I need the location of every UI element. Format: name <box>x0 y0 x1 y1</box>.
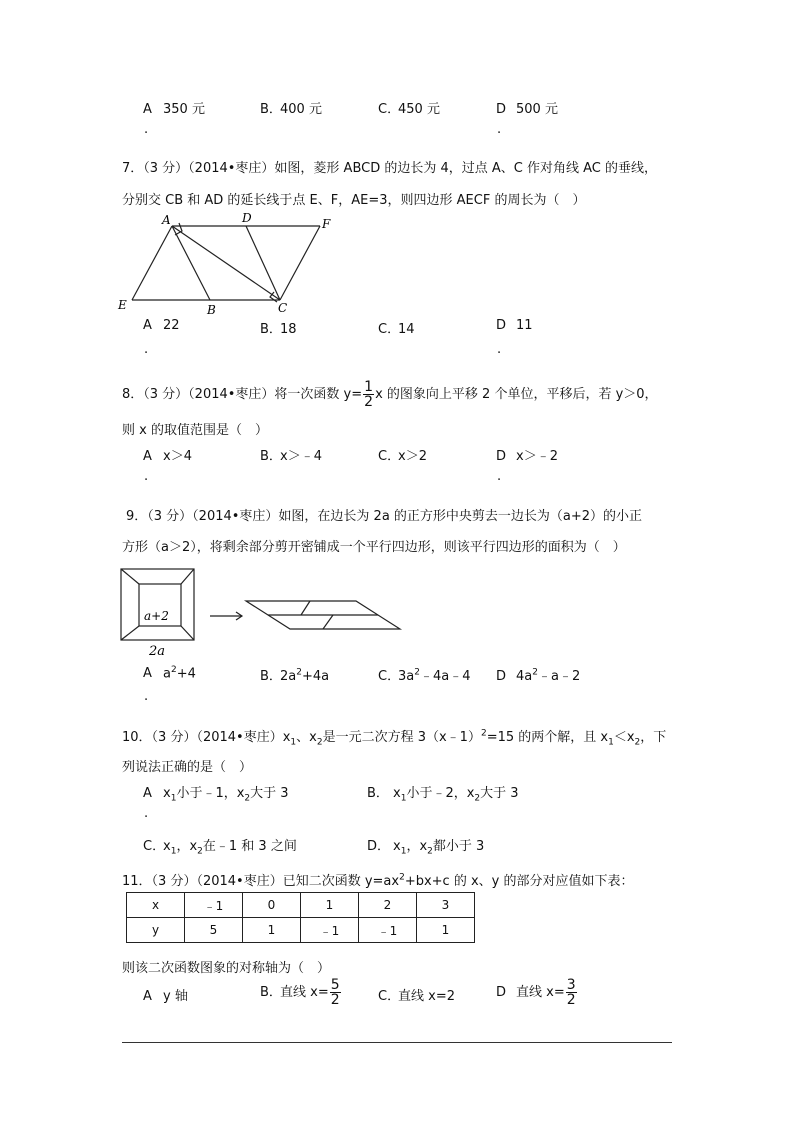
q6-option-b: B．400 元 <box>260 102 322 117</box>
q6-option-d: D 500 元 <box>496 102 558 117</box>
table-cell: y <box>127 918 185 943</box>
q9-option-d: D $4a^2﹣a﹣2$ <box>496 667 581 684</box>
table-cell: 5 <box>185 918 243 943</box>
label-2a: 2a <box>149 644 166 658</box>
label-e: E <box>118 298 127 312</box>
q10-option-b: B． $x_1$小于﹣2，$x_2$大于 3 <box>367 786 519 804</box>
q11-option-a: A y 轴 <box>143 989 188 1004</box>
q9-square-figure <box>118 566 408 658</box>
q11-text-line2: 则该二次函数图象的对称轴为（ ） <box>122 961 331 976</box>
label-f: F <box>322 217 331 231</box>
table-cell: ﹣1 <box>359 918 417 943</box>
q6-option-c: C．450 元 <box>378 102 440 117</box>
q10-option-d: D． $x_1$，$x_2$都小于 3 <box>367 839 485 857</box>
q11-option-d: D 直线 x= $\frac{3}{2}$ <box>496 977 576 1008</box>
q10-text-line1: 10．（3 分）（2014•枣庄）$x_1$、$x_2$是一元二次方程 3（x﹣1）$^2$=15 的两个解，且 $x_1<x_2$，下 <box>122 728 667 748</box>
option-dot: . <box>144 342 149 357</box>
q9-option-b: B．$2a^2+4a$ <box>260 667 330 684</box>
q8-text-line2: 则 x 的取值范围是（ ） <box>122 423 268 438</box>
q11-option-c: C．直线 x=2 <box>378 989 455 1004</box>
q6-option-a: A 350 元 <box>143 102 205 117</box>
q7-text-line2: 分别交 CB 和 AD 的延长线于点 E、F，AE=3，则四边形 AECF 的周长为（ ） <box>122 193 586 208</box>
q7-option-b: B．18 <box>260 322 297 337</box>
q9-text-line2: 方形（a＞2），将剩余部分剪开密铺成一个平行四边形，则该平行四边形的面积为（ ） <box>122 540 626 555</box>
q11-fraction-d: $\frac{3}{2}$ <box>566 977 576 1008</box>
option-dot: . <box>144 806 149 821</box>
table-cell: 3 <box>417 893 475 918</box>
table-cell: ﹣1 <box>301 918 359 943</box>
q11-text-line1: 11．（3 分）（2014•枣庄）已知二次函数 $y=ax^2+bx+c$ 的 x、y 的部分对应值如下表： <box>122 872 634 889</box>
value-table <box>126 892 475 943</box>
option-dot: . <box>497 469 502 484</box>
label-b: B <box>207 303 216 317</box>
q7-option-c: C．14 <box>378 322 415 337</box>
label-a: A <box>162 213 171 227</box>
q8-option-b: B．x＞﹣4 <box>260 449 322 464</box>
option-dot: . <box>144 122 149 137</box>
q11-option-b: B．直线 x= $\frac{5}{2}$ <box>260 977 340 1008</box>
q10-option-c: C．$x_1$，$x_2$在﹣1 和 3 之间 <box>143 839 297 857</box>
table-cell: 1 <box>417 918 475 943</box>
table-cell: 1 <box>301 893 359 918</box>
table-cell: x <box>127 893 185 918</box>
q9-option-c: C．$3a^2﹣4a﹣4$ <box>378 667 471 684</box>
option-dot: . <box>497 342 502 357</box>
q7-option-d: D 11 <box>496 318 533 333</box>
q7-rhombus-figure <box>112 208 352 320</box>
label-d: D <box>242 211 252 225</box>
label-c: C <box>278 301 288 315</box>
label-a-plus-2: a+2 <box>144 609 169 623</box>
q8-option-d: D x＞﹣2 <box>496 449 558 464</box>
table-cell: 1 <box>243 918 301 943</box>
q9-option-a: A $a^2+4$ <box>143 665 196 682</box>
q8-text-line1: 8．（3 分）（2014•枣庄）将一次函数 y= $\frac{1}{2}$ x 的图象向上平移 2 个单位，平移后，若 y＞0， <box>122 379 658 410</box>
table-row <box>127 893 475 918</box>
page-divider <box>122 1042 672 1043</box>
q8-option-a: A x＞4 <box>143 449 192 464</box>
table-cell: 2 <box>359 893 417 918</box>
q8-option-c: C．x＞2 <box>378 449 427 464</box>
q11-fraction-b: $\frac{5}{2}$ <box>330 977 340 1008</box>
option-dot: . <box>497 122 502 137</box>
table-cell: 0 <box>243 893 301 918</box>
q10-text-line2: 列说法正确的是（ ） <box>122 760 253 775</box>
q9-text-line1: 9．（3 分）（2014•枣庄）如图，在边长为 2a 的正方形中央剪去一边长为（a+2）的小正 <box>126 509 643 524</box>
option-dot: . <box>144 469 149 484</box>
table-cell: ﹣1 <box>185 893 243 918</box>
table-row <box>127 918 475 943</box>
q8-fraction: $\frac{1}{2}$ <box>364 379 374 410</box>
option-dot: . <box>144 689 149 704</box>
q7-text-line1: 7．（3 分）（2014•枣庄）如图，菱形 ABCD 的边长为 4，过点 A、C 作对角线 AC 的垂线， <box>122 161 658 176</box>
q7-option-a: A 22 <box>143 318 180 333</box>
q10-option-a: A $x_1$小于﹣1，$x_2$大于 3 <box>143 786 289 804</box>
